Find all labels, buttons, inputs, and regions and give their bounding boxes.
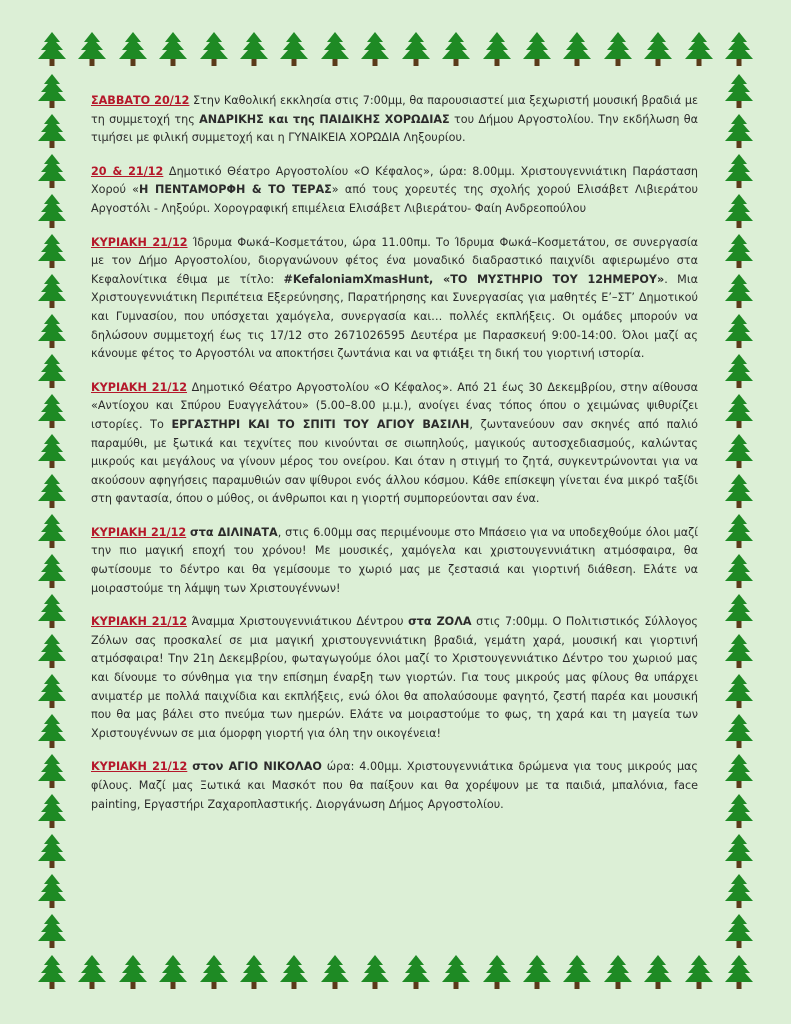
christmas-tree-icon <box>32 512 72 552</box>
christmas-tree-icon <box>32 192 72 232</box>
event-text: Δημοτικό Θέατρο Αργοστολίου «Ο Κέφαλος», ώρα: 8.00μμ. Χριστουγεννιάτικη Παράσταση Χορού « <box>91 164 699 197</box>
christmas-tree-icon <box>32 312 72 352</box>
christmas-tree-icon <box>32 392 72 432</box>
christmas-tree-icon <box>72 30 112 70</box>
christmas-tree-icon <box>719 672 759 712</box>
christmas-tree-icon <box>113 30 153 70</box>
christmas-tree-icon <box>719 272 759 312</box>
christmas-tree-icon <box>719 953 759 993</box>
christmas-tree-icon <box>32 672 72 712</box>
event-date: ΚΥΡΙΑΚΗ 21/12 <box>91 235 188 249</box>
christmas-tree-icon <box>719 352 759 392</box>
event-text: Ίδρυμα Φωκά–Κοσμετάτου, ώρα 11.00πμ. Το Ίδρυμα Φωκά–Κοσμετάτου, σε συνεργασία με τον Δήμο Αργοστολίου, διοργανώνουν φέτος ένα μοναδικό διαδραστικό παιχνίδι αφιερωμένο στα Κεφαλονίτικα έθιμα με τίτλο: <box>91 235 698 286</box>
event-text: , ζωντανεύουν σαν σκηνές από παλιό παραμύθι, με ξωτικά και τεχνίτες που κινούνται σε σιωπηλούς, μαγικούς αυτοσχεδιασμούς, καλώντας μικρούς και μεγάλους να γίνουν μέρος του ονείρου. Και όταν η στιγμή το ζητά, συγκεντρώνονται για να ακούσουν αφηγήσεις παραμυθιών σαν ψίθυροι ενός άλλου κόσμου. Κάθε επίσκεψη γίνεται ένα μικρό ταξίδι στη φαντασία, όπου ο μύθος, οι άνθρωποι και η γιορτή συμπορεύονται σαν ένα. <box>91 417 699 506</box>
event-paragraph <box>91 524 698 598</box>
christmas-tree-icon <box>719 192 759 232</box>
christmas-tree-icon <box>32 832 72 872</box>
event-paragraph <box>91 758 698 814</box>
christmas-tree-icon <box>517 30 557 70</box>
christmas-tree-icon <box>719 72 759 112</box>
christmas-tree-icon <box>719 432 759 472</box>
christmas-tree-icon <box>396 953 436 993</box>
christmas-tree-icon <box>234 953 274 993</box>
christmas-tree-icon <box>32 352 72 392</box>
christmas-tree-icon <box>719 512 759 552</box>
christmas-tree-icon <box>72 953 112 993</box>
events-list <box>91 92 698 829</box>
christmas-tree-icon <box>32 432 72 472</box>
christmas-tree-icon <box>679 30 719 70</box>
christmas-tree-icon <box>719 592 759 632</box>
christmas-tree-icon <box>719 112 759 152</box>
christmas-tree-icon <box>436 953 476 993</box>
event-paragraph <box>91 234 698 364</box>
event-text: Δημοτικό Θέατρο Αργοστολίου «Ο Κέφαλος». Από 21 έως 30 Δεκεμβρίου, στην αίθουσα «Αντίοχου και Σπύρου Ευαγγελάτου» (5.00–8.00 μ.μ.), ανοίγει ένας τόπος όπου ο χειμώνας ψιθυρίζει ιστορίες. Το <box>91 380 698 431</box>
event-text: στις 7:00μμ. Ο Πολιτιστικός Σύλλογος Ζόλων σας προσκαλεί σε μια μαγική χριστουγεννιάτικη βραδιά, γεμάτη χαρά, μουσική και γιορτινή ατμόσφαιρα! Την 21η Δεκεμβρίου, φωταγωγούμε όλοι μαζί το Χριστουγεννιάτικο Δέντρο του χωριού μας και δίνουμε το σύνθημα για την επίσημη έναρξη των γιορτών. Για τους μικρούς μας φίλους θα υπάρχει ανιματέρ με πολλά παιχνίδια και εκπλήξεις, ενώ όλοι θα απολαύσουμε φαγητό, ζεστή παρέα και μουσική που θα μας βάλει στο πνεύμα των ημερών. Ελάτε να μοιραστούμε το φως, τη χαρά και τη μαγεία των Χριστουγέννων σε μια όμορφη γιορτή για όλη την οικογένεια! <box>91 615 699 740</box>
christmas-tree-icon <box>32 752 72 792</box>
christmas-tree-icon <box>598 953 638 993</box>
christmas-tree-icon <box>719 232 759 272</box>
event-text: Άναμμα Χριστουγεννιάτικου Δέντρου <box>187 615 409 629</box>
event-highlight: Η ΠΕΝΤΑΜΟΡΦΗ & ΤΟ ΤΕΡΑΣ <box>139 183 332 197</box>
christmas-tree-icon <box>719 832 759 872</box>
event-date: 20 & 21/12 <box>91 164 164 178</box>
christmas-tree-icon <box>719 632 759 672</box>
christmas-tree-icon <box>719 392 759 432</box>
christmas-tree-icon <box>719 792 759 832</box>
event-highlight: στα ΔΙΛΙΝΑΤΑ <box>190 525 278 539</box>
christmas-tree-icon <box>32 72 72 112</box>
christmas-tree-icon <box>274 953 314 993</box>
christmas-tree-icon <box>194 30 234 70</box>
event-date: ΚΥΡΙΑΚΗ 21/12 <box>91 760 188 774</box>
christmas-tree-icon <box>719 712 759 752</box>
event-text: . Μια Χριστουγεννιάτικη Περιπέτεια Εξερεύνησης, Παρατήρησης και Συνεργασίας για μαθητές Ε’–ΣΤ’ Δημοτικού και Γυμνασίου, που υπόσχεται χαμόγελα, συνεργασία και… πολλές εκπλήξεις. Οι ομάδες μπορούν να δηλώσουν συμμετοχή έως τις 17/12 στο 2671026595 Δευτέρα με Παρασκευή 9:00-14:00. Όλοι μαζί ας κάνουμε φέτος το Αργοστόλι να αποκτήσει ζωντάνια και να φτιάξει τη δική του γιορτινή ιστορία. <box>91 272 698 361</box>
christmas-tree-icon <box>32 272 72 312</box>
christmas-tree-icon <box>719 552 759 592</box>
christmas-tree-icon <box>32 592 72 632</box>
christmas-tree-icon <box>719 312 759 352</box>
christmas-tree-icon <box>32 552 72 592</box>
event-date: ΚΥΡΙΑΚΗ 21/12 <box>91 380 188 394</box>
event-highlight: στα ΖΟΛΑ <box>408 615 472 629</box>
christmas-tree-icon <box>638 30 678 70</box>
christmas-tree-icon <box>32 152 72 192</box>
christmas-tree-icon <box>517 953 557 993</box>
christmas-tree-icon <box>719 752 759 792</box>
christmas-tree-icon <box>719 872 759 912</box>
christmas-tree-icon <box>719 30 759 70</box>
christmas-tree-icon <box>153 30 193 70</box>
christmas-tree-icon <box>32 112 72 152</box>
christmas-tree-icon <box>355 30 395 70</box>
christmas-tree-icon <box>234 30 274 70</box>
event-paragraph <box>91 163 698 219</box>
christmas-tree-icon <box>436 30 476 70</box>
event-text: του Δήμου Αργοστολίου. Την εκδήλωση θα τιμήσει με φιλική συμμετοχή και η ΓΥΝΑΙΚΕΙΑ ΧΟΡΩΔΙΑ Ληξουρίου. <box>91 112 698 145</box>
christmas-tree-icon <box>477 953 517 993</box>
christmas-tree-icon <box>113 953 153 993</box>
christmas-tree-icon <box>638 953 678 993</box>
christmas-tree-icon <box>32 232 72 272</box>
christmas-tree-icon <box>32 872 72 912</box>
event-paragraph <box>91 92 698 148</box>
christmas-tree-icon <box>557 30 597 70</box>
christmas-tree-icon <box>32 953 72 993</box>
christmas-tree-icon <box>153 953 193 993</box>
event-text: , στις 6.00μμ σας περιμένουμε στο Μπάσειο για να υποδεχθούμε όλοι μαζί την πιο μαγική εποχή του χρόνου! Με μουσικές, χαμόγελα και χριστουγεννιάτικη ατμόσφαιρα, θα φωτίσουμε το δέντρο και θα γεμίσουμε το χωριό μας με ζεστασιά και γιορτινή διάθεση. Ελάτε να μοιραστούμε τη λάμψη των Χριστουγέννων! <box>91 525 698 595</box>
christmas-tree-icon <box>315 30 355 70</box>
christmas-tree-icon <box>355 953 395 993</box>
christmas-tree-icon <box>32 792 72 832</box>
event-paragraph <box>91 613 698 743</box>
event-highlight: #KefaloniamXmasHunt, «ΤΟ ΜΥΣΤΗΡΙΟ ΤΟΥ 12ΗΜΕΡΟΥ» <box>283 272 665 286</box>
event-highlight: ΑΝΔΡΙΚΗΣ και της ΠΑΙΔΙΚΗΣ ΧΟΡΩΔΙΑΣ <box>199 112 450 126</box>
christmas-tree-icon <box>315 953 355 993</box>
christmas-tree-icon <box>557 953 597 993</box>
christmas-tree-icon <box>274 30 314 70</box>
christmas-tree-icon <box>719 472 759 512</box>
christmas-tree-icon <box>194 953 234 993</box>
event-paragraph <box>91 379 698 509</box>
christmas-tree-icon <box>598 30 638 70</box>
event-text: » από τους χορευτές της σχολής χορού Ελισάβετ Λιβιεράτου Αργοστόλι - Ληξούρι. Χορογραφική επιμέλεια Ελισάβετ Λιβιεράτου- Φαίη Ανδρεοπούλου <box>91 183 698 215</box>
christmas-tree-icon <box>32 472 72 512</box>
christmas-tree-icon <box>477 30 517 70</box>
event-date: ΚΥΡΙΑΚΗ 21/12 <box>91 525 187 539</box>
christmas-tree-icon <box>32 30 72 70</box>
christmas-tree-icon <box>396 30 436 70</box>
event-text: Στην Καθολική εκκλησία στις 7:00μμ, θα παρουσιαστεί μια ξεχωριστή μουσική βραδιά με τη συμμετοχή της <box>91 94 698 126</box>
event-text: ώρα: 4.00μμ. Χριστουγεννιάτικα δρώμενα για τους μικρούς μας φίλους. Μαζί μας Ξωτικά και Μασκότ που θα παίξουν και θα χορέψουν με τα παιδιά, μπαλόνια, face painting, Εργαστήρι Ζαχαροπλαστικής. Διοργάνωση Δήμος Αργοστολίου. <box>91 760 698 811</box>
event-highlight: στον ΑΓΙΟ ΝΙΚΟΛΑΟ <box>192 760 322 774</box>
christmas-tree-icon <box>32 712 72 752</box>
event-highlight: ΕΡΓΑΣΤΗΡΙ ΚΑΙ ΤΟ ΣΠΙΤΙ ΤΟΥ ΑΓΙΟΥ ΒΑΣΙΛΗ <box>171 417 470 431</box>
christmas-tree-icon <box>719 152 759 192</box>
event-date: ΣΑΒΒΑΤΟ 20/12 <box>91 94 190 107</box>
christmas-tree-icon <box>32 912 72 952</box>
christmas-tree-icon <box>32 632 72 672</box>
christmas-tree-icon <box>679 953 719 993</box>
christmas-tree-icon <box>719 912 759 952</box>
event-date: ΚΥΡΙΑΚΗ 21/12 <box>91 615 188 629</box>
